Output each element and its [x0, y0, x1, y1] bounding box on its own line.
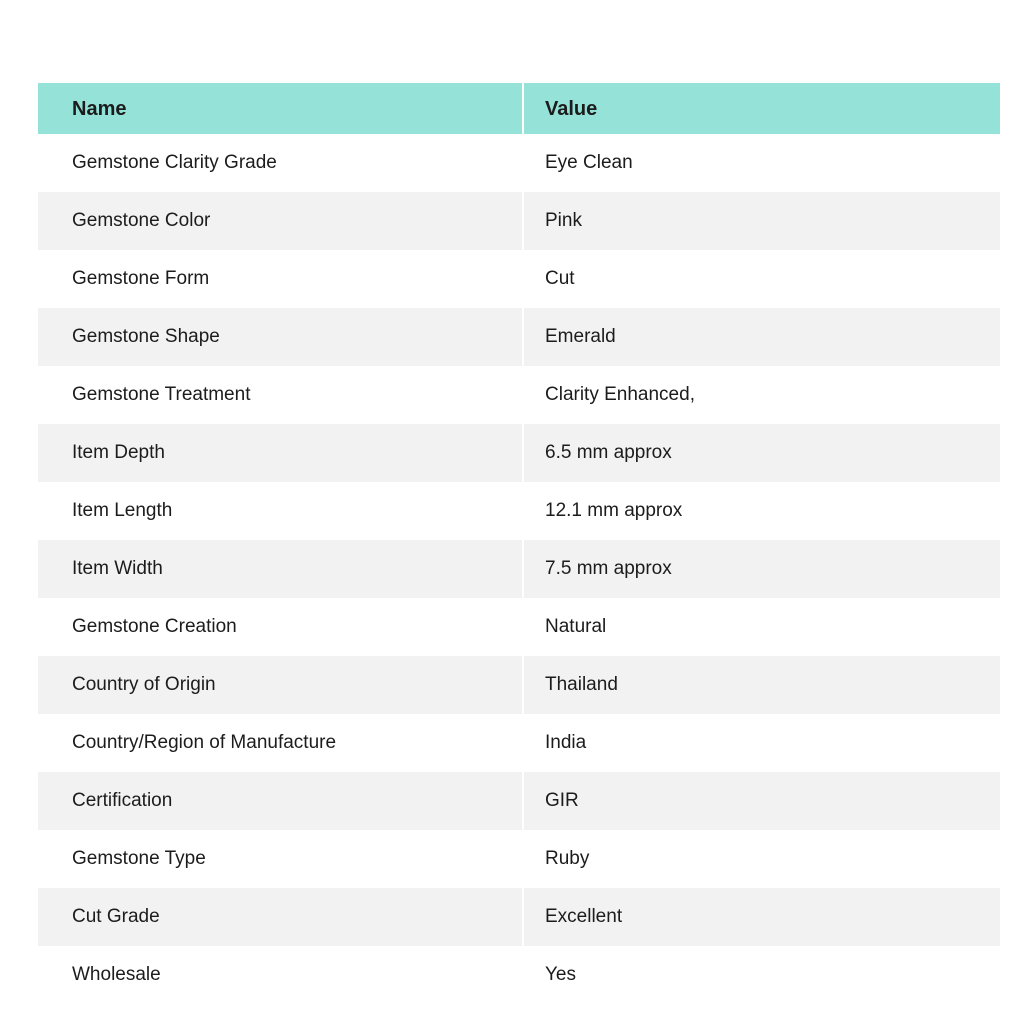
- name-cell: Wholesale: [38, 946, 524, 1004]
- table-row: [38, 540, 1000, 598]
- table-row: [38, 308, 1000, 366]
- value-cell: GIR: [545, 789, 579, 811]
- value-cell: Cut: [545, 267, 575, 289]
- table-row: [38, 424, 1000, 482]
- item-specifics-table: [38, 83, 1000, 1004]
- table-header-row: [38, 83, 1000, 134]
- table-row: [38, 772, 1000, 830]
- name-cell: Gemstone Creation: [38, 598, 524, 656]
- value-cell: Yes: [545, 963, 576, 985]
- table-row: [38, 888, 1000, 946]
- header-value-cell: Value: [545, 97, 598, 120]
- value-cell: Clarity Enhanced,: [545, 383, 695, 405]
- name-cell: Country of Origin: [38, 656, 524, 714]
- table-row: [38, 192, 1000, 250]
- header-name-cell: Name: [38, 83, 524, 134]
- name-cell: Gemstone Clarity Grade: [38, 134, 524, 192]
- name-cell: Item Depth: [38, 424, 524, 482]
- value-cell: Thailand: [545, 673, 618, 695]
- value-cell: 6.5 mm approx: [545, 441, 672, 463]
- name-cell: Gemstone Treatment: [38, 366, 524, 424]
- value-cell: 12.1 mm approx: [545, 499, 683, 521]
- name-cell: Certification: [38, 772, 524, 830]
- value-cell: Natural: [545, 615, 607, 637]
- value-cell: Pink: [545, 209, 582, 231]
- name-cell: Item Length: [38, 482, 524, 540]
- value-cell: Eye Clean: [545, 151, 633, 173]
- name-cell: Gemstone Form: [38, 250, 524, 308]
- name-cell: Cut Grade: [38, 888, 524, 946]
- name-cell: Gemstone Color: [38, 192, 524, 250]
- value-cell: Excellent: [545, 905, 623, 927]
- name-cell: Item Width: [38, 540, 524, 598]
- table-row: [38, 656, 1000, 714]
- name-cell: Country/Region of Manufacture: [38, 714, 524, 772]
- value-cell: Emerald: [545, 325, 616, 347]
- table-row: [38, 946, 1000, 1004]
- table-row: [38, 598, 1000, 656]
- table-row: [38, 482, 1000, 540]
- table-row: [38, 830, 1000, 888]
- value-cell: India: [545, 731, 587, 753]
- value-cell: Ruby: [545, 847, 590, 869]
- name-cell: Gemstone Shape: [38, 308, 524, 366]
- table-row: [38, 714, 1000, 772]
- name-cell: Gemstone Type: [38, 830, 524, 888]
- value-cell: 7.5 mm approx: [545, 557, 672, 579]
- table-row: [38, 250, 1000, 308]
- table-row: [38, 134, 1000, 192]
- table-row: [38, 366, 1000, 424]
